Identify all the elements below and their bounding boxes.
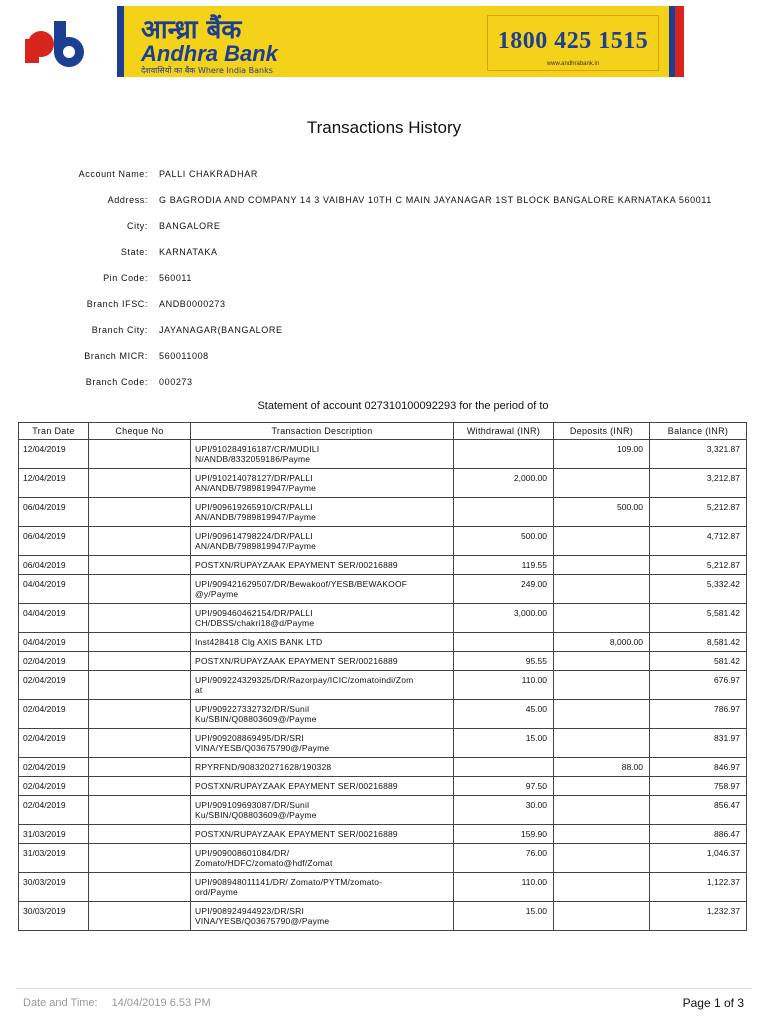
cell-deposit [554,796,650,825]
description-line: CH/DBSS/chakri18@d/Payme [195,618,315,628]
cell-description [191,873,454,902]
cell-deposit [554,844,650,873]
cell-withdrawal: 2,000.00 [454,469,554,498]
cell-date: 06/04/2019 [19,498,89,527]
cell-cheque [89,777,191,796]
cell-date: 12/04/2019 [19,440,89,469]
table-row [19,700,747,729]
description-line: POSTXN/RUPAYZAAK EPAYMENT SER/00216889 [195,829,398,839]
cell-description [191,604,454,633]
description-line: UPI/909619265910/CR/PALLI [195,502,313,512]
info-label: Address: [107,195,148,205]
cell-withdrawal: 95.55 [454,652,554,671]
cell-deposit [554,469,650,498]
cell-balance: 1,122.37 [650,873,747,902]
bank-name: Andhra Bank [141,41,278,66]
description-line: N/ANDB/8332059186/Payme [195,454,311,464]
cell-cheque [89,873,191,902]
cell-cheque [89,729,191,758]
description-line: UPI/909614798224/DR/PALLI [195,531,313,541]
cell-description [191,575,454,604]
cell-balance: 5,212.87 [650,556,747,575]
description-line: at [195,685,203,695]
cell-description [191,796,454,825]
cell-date: 02/04/2019 [19,777,89,796]
info-row [0,247,768,261]
cell-balance: 758.97 [650,777,747,796]
cell-deposit [554,729,650,758]
table-row [19,796,747,825]
table-row [19,652,747,671]
info-value: ANDB0000273 [159,299,226,309]
footer-datetime [23,997,211,1009]
cell-cheque [89,844,191,873]
cell-date: 02/04/2019 [19,652,89,671]
cell-withdrawal: 3,000.00 [454,604,554,633]
cell-date: 06/04/2019 [19,556,89,575]
cell-balance: 4,712.87 [650,527,747,556]
info-row [0,195,768,209]
cell-deposit [554,527,650,556]
cell-withdrawal [454,633,554,652]
cell-cheque [89,825,191,844]
cell-description [191,633,454,652]
info-label: Pin Code: [103,273,148,283]
cell-deposit [554,556,650,575]
cell-withdrawal: 110.00 [454,873,554,902]
cell-date: 30/03/2019 [19,902,89,931]
description-line: UPI/908948011141/DR/ Zomato/PYTM/zomato- [195,877,383,887]
cell-cheque [89,700,191,729]
cell-deposit [554,671,650,700]
statement-line: Statement of account 027310100092293 for the period of to [257,400,549,412]
description-line: RPYRFND/908320271628/190328 [195,762,332,772]
info-label: Branch Code: [85,377,148,387]
table-row [19,777,747,796]
description-line: POSTXN/RUPAYZAAK EPAYMENT SER/00216889 [195,560,398,570]
cell-date: 02/04/2019 [19,700,89,729]
info-row [0,221,768,235]
helpline-number: 1800 425 1515 [497,28,649,54]
page-title: Transactions History [306,118,462,137]
cell-date: 04/04/2019 [19,604,89,633]
cell-deposit [554,777,650,796]
description-line: VINA/YESB/Q03675790@/Payme [195,743,330,753]
cell-withdrawal: 249.00 [454,575,554,604]
info-label: State: [120,247,148,257]
description-line: UPI/909460462154/DR/PALLI [195,608,313,618]
info-label: City: [127,221,148,231]
page-indicator: Page 1 of 3 [682,996,744,1010]
cell-withdrawal [454,440,554,469]
description-line: AN/ANDB/7989819947/Payme [195,541,317,551]
cell-withdrawal: 30.00 [454,796,554,825]
cell-description [191,671,454,700]
table-row [19,527,747,556]
info-value: 560011008 [159,351,209,361]
cell-balance: 856.47 [650,796,747,825]
cell-balance: 3,212.87 [650,469,747,498]
table-row [19,844,747,873]
bank-website: www.andhrabank.in [546,61,600,67]
cell-balance: 5,332.42 [650,575,747,604]
info-value: 560011 [159,273,192,283]
description-line: ord/Payme [195,887,238,897]
info-value: G BAGRODIA AND COMPANY 14 3 VAIBHAV 10TH C MAIN JAYANAGAR 1ST BLOCK BANGALORE KARNATAKA 560011 [159,195,712,205]
footer-divider [16,988,752,989]
cell-date: 31/03/2019 [19,844,89,873]
cell-withdrawal: 15.00 [454,902,554,931]
cell-deposit [554,604,650,633]
cell-deposit [554,575,650,604]
description-line: UPI/909208869495/DR/SRI [195,733,305,743]
cell-cheque [89,469,191,498]
cell-description [191,556,454,575]
info-value: BANGALORE [159,221,221,231]
cell-withdrawal: 159.90 [454,825,554,844]
cell-balance: 3,321.87 [650,440,747,469]
cell-withdrawal: 15.00 [454,729,554,758]
cell-cheque [89,652,191,671]
table-row [19,902,747,931]
footer-date-value: 14/04/2019 6.53 PM [111,997,211,1009]
cell-balance: 1,046.37 [650,844,747,873]
phone-box [487,15,659,71]
description-line: Inst428418 Clg AXIS BANK LTD [195,637,323,647]
description-line: VINA/YESB/Q03675790@/Payme [195,916,330,926]
cell-description [191,498,454,527]
cell-deposit [554,902,650,931]
description-line: UPI/909008601084/DR/ [195,848,290,858]
cell-deposit: 8,000.00 [554,633,650,652]
info-row [0,377,768,391]
info-label: Branch MICR: [84,351,148,361]
info-value: PALLI CHAKRADHAR [159,169,258,179]
cell-deposit [554,873,650,902]
cell-description [191,652,454,671]
info-row [0,299,768,313]
cell-description [191,902,454,931]
cell-date: 31/03/2019 [19,825,89,844]
cell-withdrawal: 110.00 [454,671,554,700]
cell-description [191,844,454,873]
cell-balance: 5,581.42 [650,604,747,633]
cell-date: 30/03/2019 [19,873,89,902]
cell-balance: 8,581.42 [650,633,747,652]
description-line: UPI/909421629507/DR/Bewakoof/YESB/BEWAKOOF [195,579,408,589]
cell-description [191,777,454,796]
cell-cheque [89,604,191,633]
col-deposits: Deposits (INR) [554,423,650,440]
cell-date: 06/04/2019 [19,527,89,556]
cell-withdrawal: 500.00 [454,527,554,556]
table-row [19,671,747,700]
description-line: UPI/909224329325/DR/Razorpay/ICIC/zomatoindi/Zom [195,675,414,685]
cell-balance: 1,232.37 [650,902,747,931]
description-line: Zomato/HDFC/zomato@hdf/Zomat [195,858,333,868]
info-label: Account Name: [78,169,148,179]
description-line: POSTXN/RUPAYZAAK EPAYMENT SER/00216889 [195,781,398,791]
cell-description [191,758,454,777]
table-row [19,729,747,758]
cell-description [191,527,454,556]
table-row [19,469,747,498]
cell-balance: 846.97 [650,758,747,777]
info-value: KARNATAKA [159,247,218,257]
cell-description [191,469,454,498]
footer-date-label: Date and Time: [23,997,98,1009]
header-banner [117,6,684,77]
cell-cheque [89,556,191,575]
description-line: UPI/909109693087/DR/Sunil [195,800,310,810]
cell-withdrawal [454,498,554,527]
cell-date: 12/04/2019 [19,469,89,498]
info-row [0,325,768,339]
description-line: UPI/909227332732/DR/Sunil [195,704,310,714]
cell-description [191,440,454,469]
info-value: JAYANAGAR(BANGALORE [159,325,283,335]
cell-date: 02/04/2019 [19,729,89,758]
cell-balance: 5,212.87 [650,498,747,527]
description-line: UPI/908924944923/DR/SRI [195,906,305,916]
bank-logo [18,12,114,78]
table-header-row [19,423,747,440]
bank-name-hindi: आन्ध्रा बैंक [141,15,242,45]
table-row [19,758,747,777]
transactions-table [18,422,747,931]
description-line: Ku/SBIN/Q08803609@/Payme [195,714,317,724]
cell-withdrawal: 45.00 [454,700,554,729]
description-line: @y/Payme [195,589,239,599]
cell-cheque [89,575,191,604]
col-tran-date: Tran Date [19,423,89,440]
description-line: AN/ANDB/7989819947/Payme [195,512,317,522]
info-value: 000273 [159,377,193,387]
cell-cheque [89,902,191,931]
table-row [19,556,747,575]
cell-balance: 581.42 [650,652,747,671]
cell-date: 02/04/2019 [19,796,89,825]
cell-deposit: 88.00 [554,758,650,777]
info-label: Branch City: [91,325,148,335]
table-row [19,575,747,604]
cell-description [191,825,454,844]
cell-balance: 831.97 [650,729,747,758]
cell-date: 04/04/2019 [19,633,89,652]
description-line: UPI/910214078127/DR/PALLI [195,473,313,483]
cell-deposit [554,652,650,671]
col-withdrawal: Withdrawal (INR) [454,423,554,440]
cell-deposit [554,700,650,729]
cell-balance: 786.97 [650,700,747,729]
cell-balance: 676.97 [650,671,747,700]
description-line: UPI/910284916187/CR/MUDILI [195,444,320,454]
cell-cheque [89,796,191,825]
table-row [19,440,747,469]
table-row [19,604,747,633]
description-line: Ku/SBIN/Q08803609@/Payme [195,810,317,820]
cell-cheque [89,671,191,700]
table-row [19,873,747,902]
cell-withdrawal: 119.55 [454,556,554,575]
cell-balance: 886.47 [650,825,747,844]
cell-withdrawal: 76.00 [454,844,554,873]
bank-tagline: देशवासियों का बैंक Where India Banks [141,66,273,75]
table-row [19,633,747,652]
table-row [19,498,747,527]
col-cheque-no: Cheque No [89,423,191,440]
cell-withdrawal [454,758,554,777]
cell-withdrawal: 97.50 [454,777,554,796]
cell-cheque [89,633,191,652]
cell-cheque [89,440,191,469]
cell-deposit [554,825,650,844]
cell-cheque [89,498,191,527]
description-line: AN/ANDB/7989819947/Payme [195,483,317,493]
cell-cheque [89,758,191,777]
cell-deposit: 500.00 [554,498,650,527]
cell-date: 02/04/2019 [19,758,89,777]
cell-description [191,700,454,729]
info-row [0,351,768,365]
cell-date: 04/04/2019 [19,575,89,604]
description-line: POSTXN/RUPAYZAAK EPAYMENT SER/00216889 [195,656,398,666]
col-balance: Balance (INR) [650,423,747,440]
cell-deposit: 109.00 [554,440,650,469]
cell-cheque [89,527,191,556]
col-description: Transaction Description [191,423,454,440]
cell-description [191,729,454,758]
table-row [19,825,747,844]
info-row [0,273,768,287]
info-row [0,169,768,183]
info-label: Branch IFSC: [86,299,148,309]
cell-date: 02/04/2019 [19,671,89,700]
